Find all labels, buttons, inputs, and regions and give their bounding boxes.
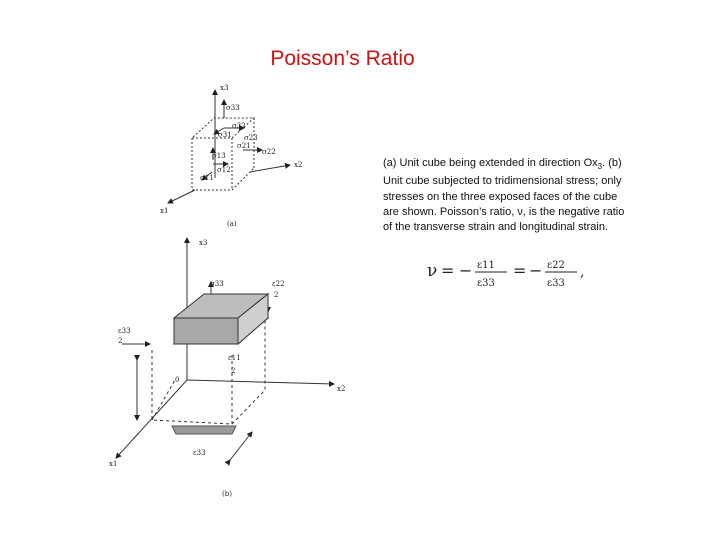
fig-b-panel-label: (b): [222, 490, 232, 498]
formula-num1: ε11: [477, 260, 495, 271]
fig-a-stress-label: σ23: [244, 134, 258, 142]
fig-b-origin: 0: [175, 376, 180, 384]
fig-a-stress-label: σ22: [262, 148, 276, 156]
formula-den1: ε33: [477, 278, 495, 289]
fig-b-eps33-lower: ε33: [193, 449, 206, 457]
fig-a-panel-label: (a): [227, 220, 237, 228]
fig-b-block: [174, 294, 268, 344]
figure-caption: [383, 156, 633, 236]
poisson-formula: [425, 250, 595, 294]
fig-b-eps11-den: 2: [231, 367, 236, 375]
svg-text:=: =: [441, 261, 455, 280]
fig-a-x2-axis: [250, 165, 290, 172]
caption-subscript: 3: [597, 162, 603, 172]
fig-b-eps33b: ε33: [118, 327, 131, 335]
fig-b-sigma33: σ33: [210, 280, 224, 288]
fig-b-eps11: ε11: [228, 354, 241, 362]
svg-text:,: ,: [580, 264, 585, 280]
fig-a-stress-label: σ21: [237, 142, 251, 150]
fig-b-eps22: ε22: [272, 280, 285, 288]
formula-num2: ε22: [547, 260, 565, 271]
svg-text:−: −: [529, 261, 543, 280]
svg-text:−: −: [459, 261, 473, 280]
fig-a-x1-axis: [168, 190, 195, 203]
fig-b-x2-axis: [187, 380, 334, 384]
fig-b-bottom-plate: [172, 426, 236, 434]
caption-part1: (a) Unit cube being extended in direction Ox: [383, 157, 598, 169]
formula-lhs: ν: [427, 261, 438, 281]
fig-b-eps33b-den: 2: [118, 337, 123, 345]
fig-a-label-x2: x2: [294, 161, 303, 169]
fig-b-eps22-den: 2: [274, 291, 279, 299]
fig-a-stress-label: σ13: [212, 152, 226, 160]
fig-b-label-x2: x2: [337, 385, 346, 393]
fig-a-stress-label: σ31: [218, 131, 232, 139]
formula-den2: ε33: [547, 278, 565, 289]
figure-a-labels: [160, 84, 302, 228]
fig-a-stress-label: σ33: [226, 104, 240, 112]
fig-a-stress-label: σ12: [217, 166, 231, 174]
fig-a-stress-label: σ11: [200, 174, 214, 182]
fig-b-label-x3: x3: [199, 239, 208, 247]
fig-a-stress-label: σ32: [232, 122, 246, 130]
fig-a-label-x1: x1: [160, 207, 169, 215]
caption-part2: . (b) Unit cube subjected to tridimensional stress; only stresses on the three exposed faces of the cube are shown. Poisson’s ratio, ν, is the negative ratio of the transverse strain and longitudinal strain.: [383, 157, 625, 234]
page-title: Poisson’s Ratio: [270, 47, 415, 70]
fig-a-label-x3: x3: [220, 84, 229, 92]
fig-b-label-x1: x1: [109, 460, 118, 468]
svg-text:=: =: [513, 261, 527, 280]
figure-b-labels: [109, 239, 345, 498]
